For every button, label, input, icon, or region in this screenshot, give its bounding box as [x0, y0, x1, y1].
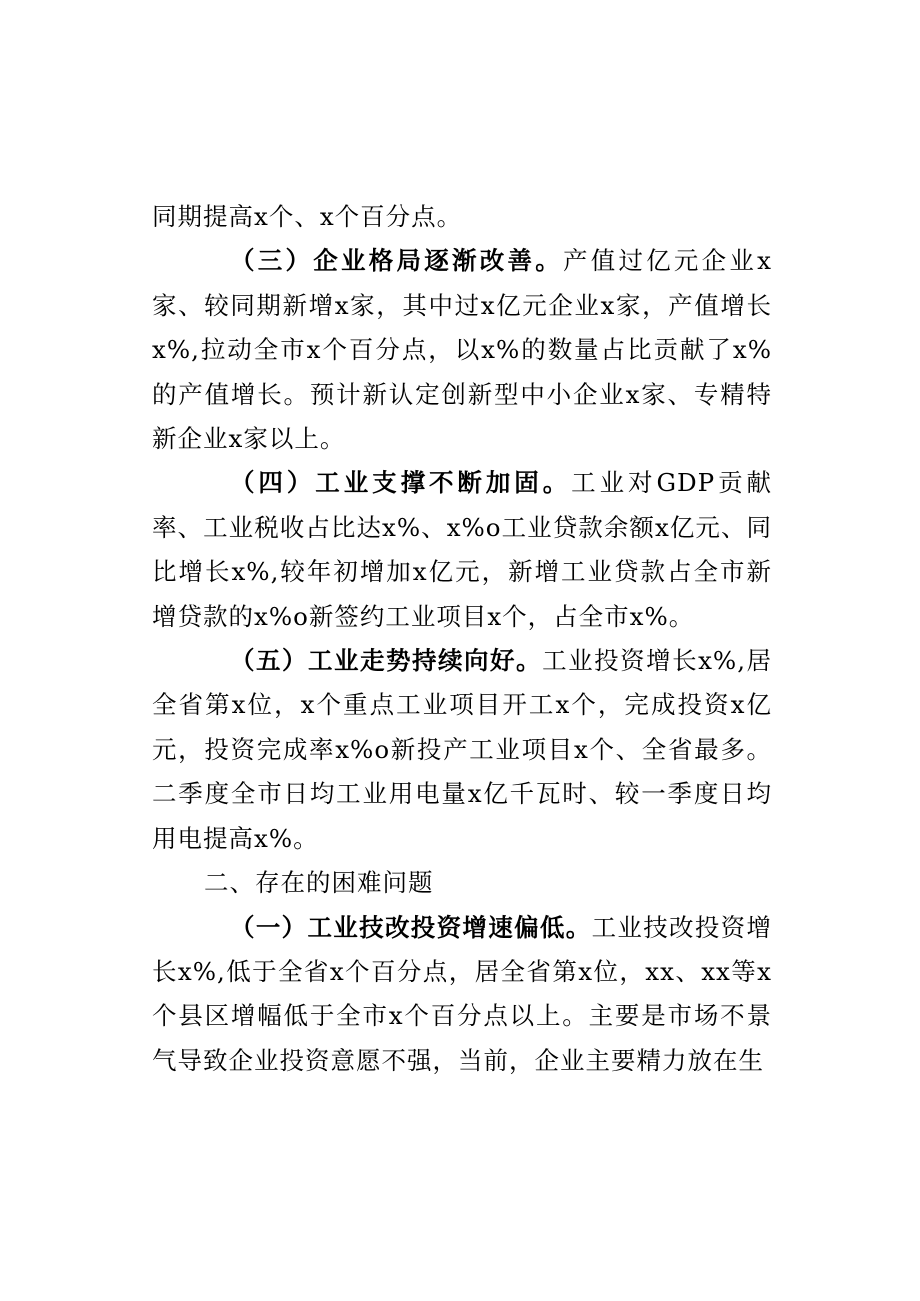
paragraph-body: 同期提高x个、x个百分点。	[152, 202, 463, 231]
paragraph-lead: （五）工业走势持续向好。	[230, 646, 543, 676]
paragraph-enterprise-structure	[152, 239, 772, 461]
paragraph-body: 产值过亿元企业x家、较同期新增x家，其中过x亿元企业x家，产值增长x%,拉动全市x个百分点，以x%的数量占比贡献了x%的产值增长。预计新认定创新型中小企业x家、专精特新企业x家以上。	[152, 246, 772, 454]
paragraph-lead: （三）企业格局逐渐改善。	[230, 246, 563, 276]
paragraph-lead: （一）工业技改投资增速偏低。	[230, 912, 592, 942]
section-heading: 二、存在的困难问题	[204, 868, 434, 898]
paragraph-lead: （四）工业支撑不断加固。	[230, 468, 572, 498]
paragraph-industrial-support	[152, 461, 772, 639]
paragraph-body: 工业投资增长x%,居全省第x位，x个重点工业项目开工x个，完成投资x亿元，投资完成率x%o新投产工业项目x个、全省最多。二季度全市日均工业用电量x亿千瓦时、较一季度日均用电提高x%。	[152, 646, 773, 853]
paragraph-continuation	[152, 195, 772, 239]
paragraph-body: 工业对GDP贡献率、工业税收占比达x%、x%o工业贷款余额x亿元、同比增长x%,较年初增加x亿元，新增工业贷款占全市新增贷款的x%o新签约工业项目x个，占全市x%。	[152, 468, 773, 631]
paragraph-industrial-trend	[152, 639, 772, 861]
paragraph-body: 工业技改投资增长x%,低于全省x个百分点，居全省第x位，xx、xx等x个县区增幅低于全市x个百分点以上。主要是市场不景气导致企业投资意愿不强，当前，企业主要精力放在生	[152, 912, 773, 1075]
paragraph-technical-investment	[152, 906, 772, 1084]
document-body	[152, 195, 772, 1083]
